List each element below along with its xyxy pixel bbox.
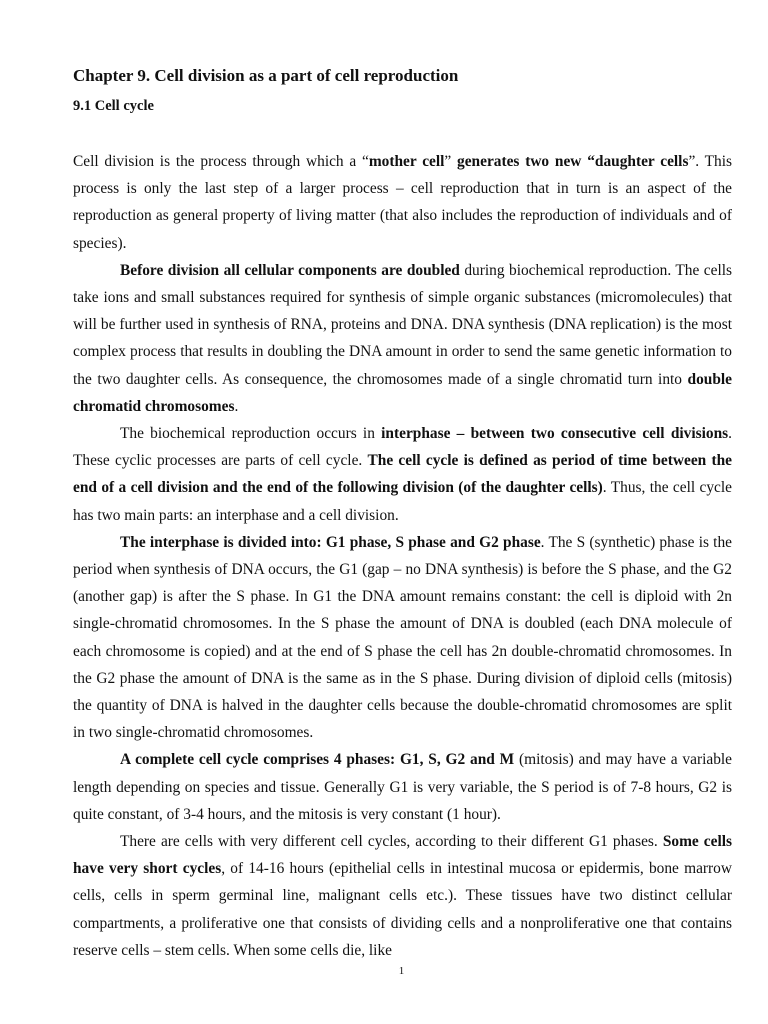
paragraph bbox=[73, 828, 732, 964]
paragraph bbox=[73, 746, 732, 828]
bold-text: The cell cycle is defined as period of time between the end of a cell division and the end of the following division (of the daughter cells) bbox=[73, 452, 732, 497]
bold-text: Before division all cellular components are doubled bbox=[120, 261, 460, 279]
bold-text: The interphase is divided into: G1 phase, S phase and G2 phase bbox=[120, 533, 541, 551]
paragraph bbox=[73, 420, 732, 529]
text-run: There are cells with very different cell cycles, according to their different G1 phases. bbox=[120, 833, 663, 851]
text-run: ”. This process is only the last step of a larger process – cell reproduction that in turn is an aspect of the reproduction as general property of living matter (that also includes the reproduction of individuals and of species). bbox=[73, 153, 732, 252]
text-run: . The S (synthetic) phase is the period when synthesis of DNA occurs, the G1 (gap – no DNA synthesis) is before the S phase, and the G2 (another gap) is after the S phase. In G1 the DNA amount remains constant: the cell is diploid with 2n single-chromatid chromosomes. In the S phase the amount of DNA is doubled (each DNA molecule of each chromosome is copied) and at the end of S phase the cell has 2n double-chromatid chromosomes. In the G2 phase the amount of DNA is the same as in the S phase. During division of diploid cells (mitosis) the quantity of DNA is halved in the daughter cells because the double-chromatid chromosomes are split in two single-chromatid chromosomes. bbox=[73, 533, 732, 742]
bold-text: interphase – between two consecutive cell divisions bbox=[381, 425, 729, 443]
text-run: (mitosis) and may have a variable length depending on species and tissue. Generally G1 is very variable, the S period is of 7-8 hours, G2 is quite constant, of 3-4 hours, and the mitosis is very constant (1 hour). bbox=[73, 751, 732, 823]
bold-text: Some cells have very short cycles bbox=[73, 833, 732, 878]
text-run: , of 14-16 hours (epithelial cells in intestinal mucosa or epidermis, bone marrow cells, cells in sperm germinal line, malignant cells etc.). These tissues have two distinct cellular compartments, a proliferative one that consists of dividing cells and a nonproliferative one that contains reserve cells – stem cells. When some cells die, like bbox=[73, 860, 732, 959]
page-number: 1 bbox=[398, 965, 405, 977]
text-run: . These cyclic processes are parts of cell cycle. bbox=[73, 425, 732, 470]
text-run: Cell division is the process through which a “ bbox=[73, 153, 369, 170]
text-run: . bbox=[234, 397, 239, 415]
text-run: ” bbox=[444, 153, 458, 170]
bold-text: mother cell bbox=[368, 153, 445, 170]
bold-text: A complete cell cycle comprises 4 phases: G1, S, G2 and M bbox=[120, 751, 515, 769]
body-text bbox=[73, 148, 732, 964]
chapter-title: Chapter 9. Cell division as a part of cell reproduction bbox=[73, 66, 459, 85]
bold-text: double chromatid chromosomes bbox=[73, 370, 732, 415]
paragraph bbox=[73, 148, 732, 257]
paragraph bbox=[73, 529, 732, 747]
text-run: . Thus, the cell cycle has two main parts: an interphase and a cell division. bbox=[73, 479, 732, 524]
text-run: during biochemical reproduction. The cells take ions and small substances required for synthesis of simple organic substances (micromolecules) that will be further used in synthesis of RNA, proteins and DNA. DNA synthesis (DNA replication) is the most complex process that results in doubling the DNA amount in order to send the same genetic information to the two daughter cells. As consequence, the chromosomes made of a single chromatid turn into bbox=[73, 261, 733, 388]
section-title: 9.1 Cell cycle bbox=[73, 98, 154, 114]
text-run: The biochemical reproduction occurs in bbox=[120, 425, 382, 443]
paragraph bbox=[73, 257, 732, 420]
bold-text: generates two new “daughter cells bbox=[457, 153, 689, 170]
